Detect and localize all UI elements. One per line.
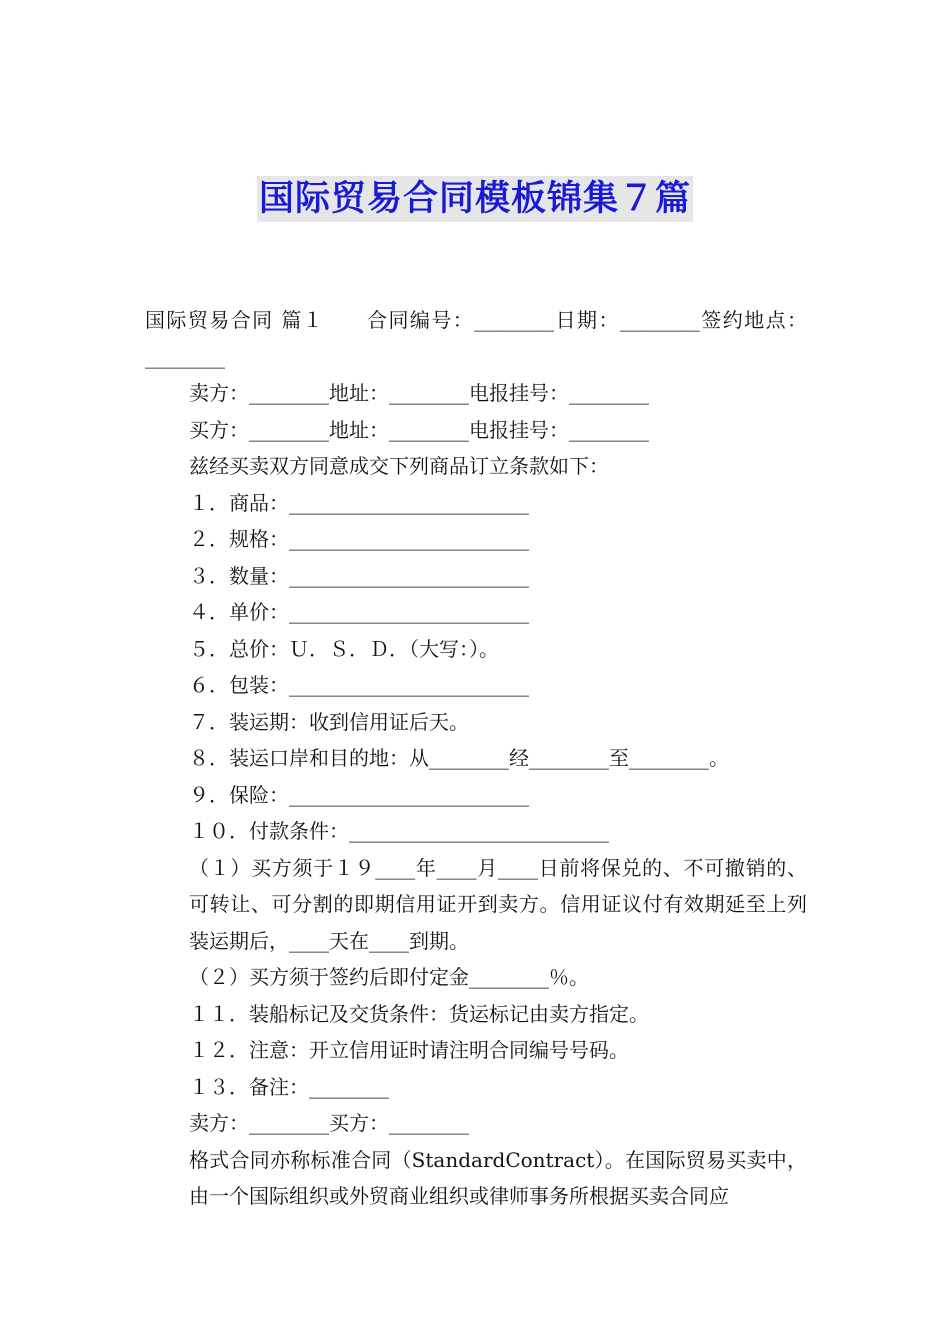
paragraph-p7: ３．数量：________________________ [189,563,529,588]
paragraph-p8: ４．单价：________________________ [189,600,529,624]
paragraph-p10: ６．包装：________________________ [189,673,529,697]
paragraph-p13: ９．保险：________________________ [189,782,529,807]
document-body [145,302,807,1215]
paragraph-p19: １３．备注：________ [189,1074,389,1099]
paragraph-p11: ７．装运期：收到信用证后天。 [189,709,469,734]
paragraph-p12: ８．装运口岸和目的地：从________经________至________。 [189,746,729,770]
paragraph-p17: １１．装船标记及交货条件：货运标记由卖方指定。 [189,1001,649,1026]
paragraph-p21: 格式合同亦称标准合同（StandardContract）。在国际贸易买卖中，由一个国际组织或外贸商业组织或律师事务所根据买卖合同应 [189,1147,807,1208]
paragraph-p5: １．商品：________________________ [189,490,529,515]
document-title: 国际贸易合同模板锦集７篇 [257,176,693,222]
paragraph-p2: 卖方：________地址：________电报挂号：________ [189,381,649,405]
paragraph-p6: ２．规格：________________________ [189,527,529,551]
title-container [0,176,950,222]
paragraph-p15: （１）买方须于１９____年____月____日前将保兑的、不可撤销的、可转让、可分割的即期信用证开到卖方。信用证议付有效期延至上列装运期后，____天在____到期。 [189,855,807,953]
paragraph-p14: １０．付款条件：__________________________ [189,819,609,843]
paragraph-p3: 买方：________地址：________电报挂号：________ [189,417,649,442]
paragraph-p9: ５．总价：Ｕ．Ｓ．Ｄ．（大写：）。 [189,636,499,661]
paragraph-p1: 国际贸易合同 篇１ 合同编号：________日期：________签约地点：________ [145,308,807,369]
paragraph-p18: １２．注意：开立信用证时请注明合同编号号码。 [189,1038,629,1062]
paragraph-p4: 兹经买卖双方同意成交下列商品订立条款如下： [189,454,609,478]
paragraph-p20: 卖方：________买方：________ [189,1111,469,1135]
paragraph-p16: （２）买方须于签约后即付定金________％。 [189,965,589,989]
